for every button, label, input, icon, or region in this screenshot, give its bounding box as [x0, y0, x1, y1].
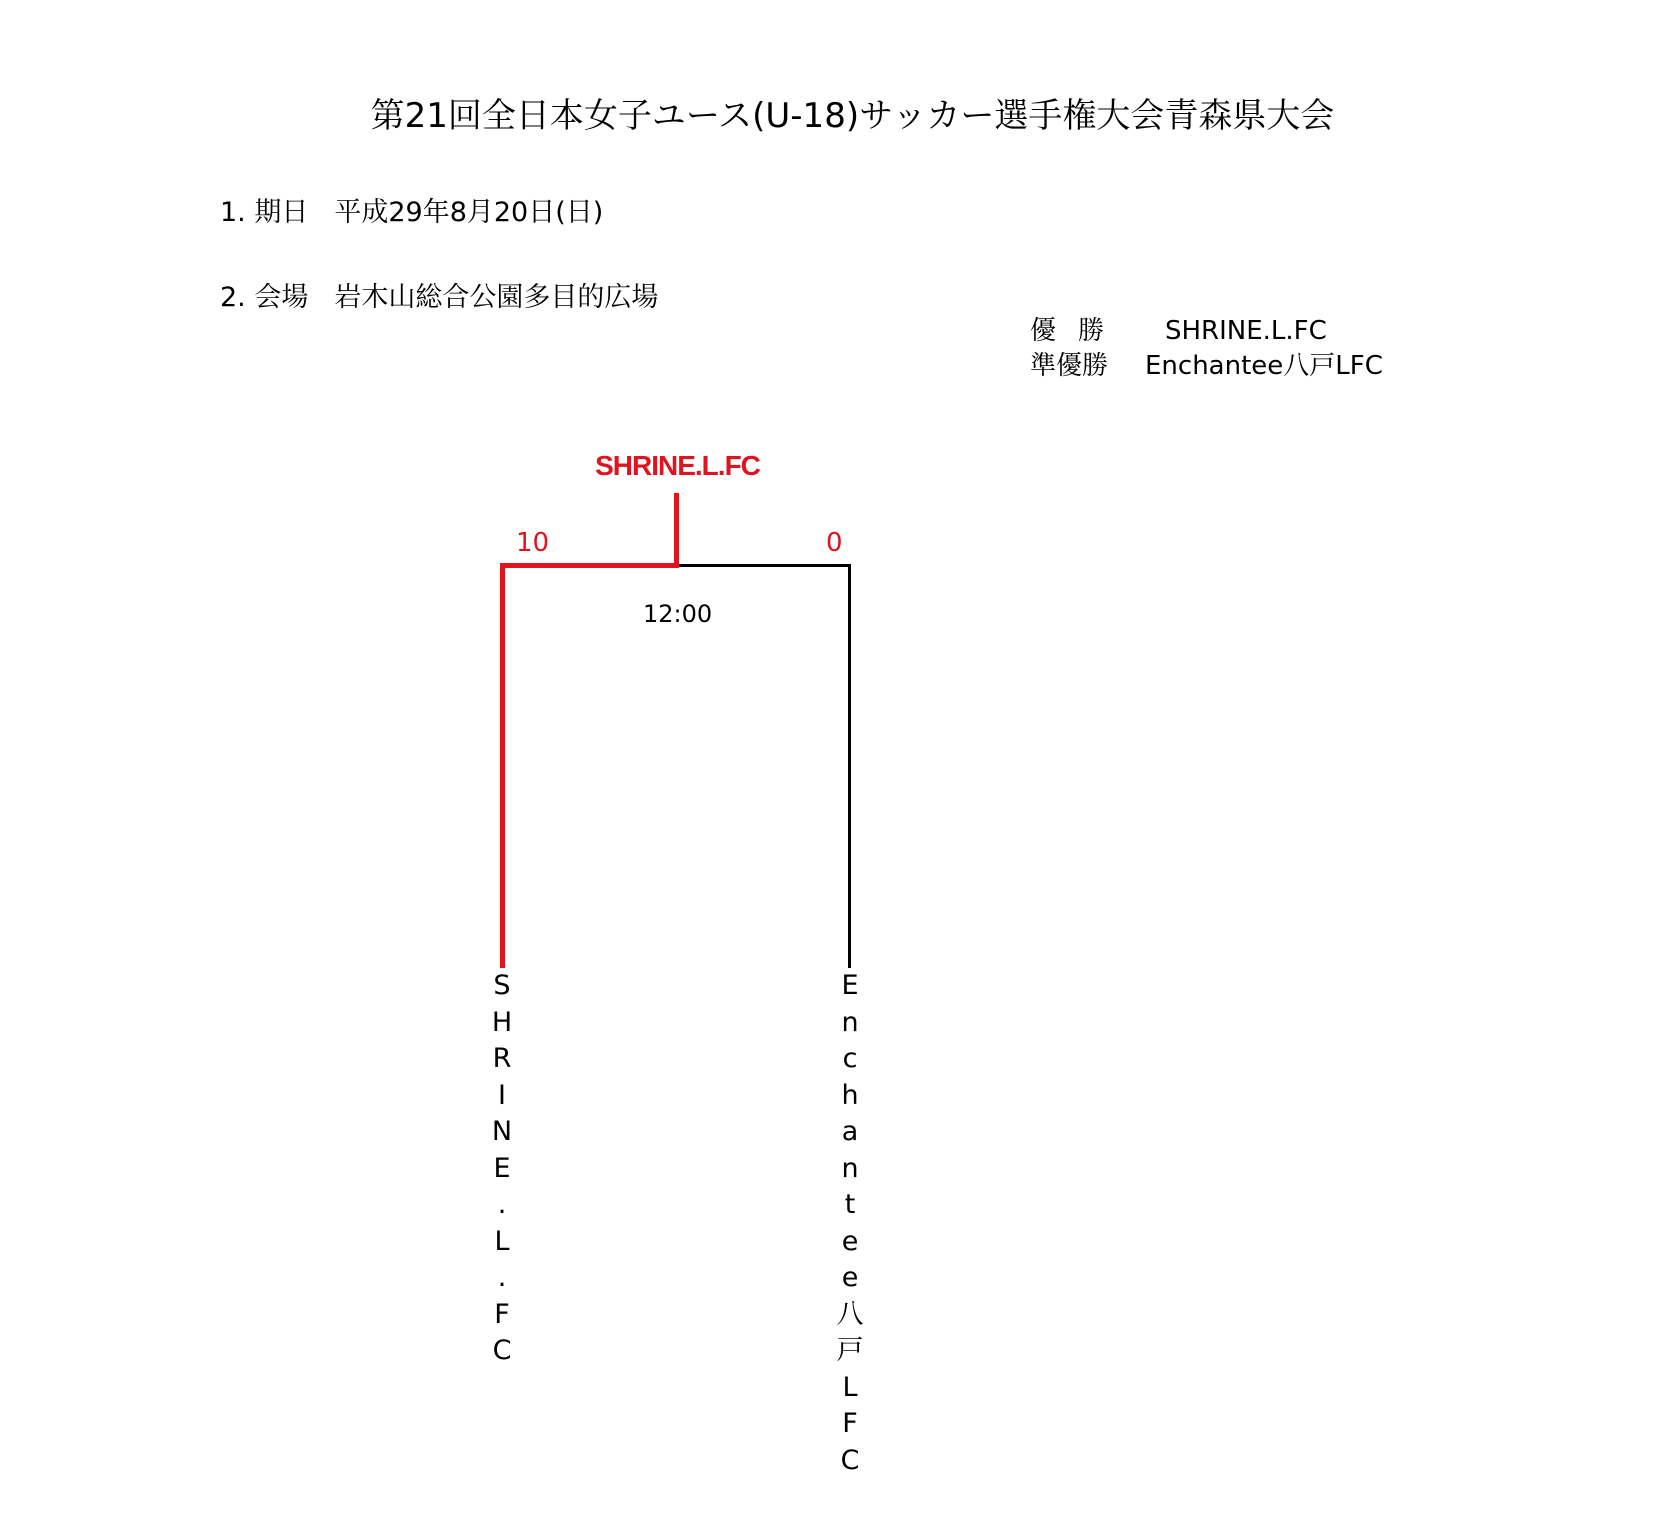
left-score: 10: [516, 528, 550, 558]
right-team-char: c: [842, 1043, 858, 1074]
left-team-char: H: [491, 1006, 513, 1038]
champion-value: SHRINE.L.FC: [1165, 316, 1327, 346]
left-team-char: S: [493, 970, 511, 1001]
right-team-char: h: [841, 1079, 859, 1111]
left-team-char: E: [493, 1152, 511, 1184]
left-team-char: N: [491, 1116, 513, 1147]
left-team-char: R: [492, 1043, 512, 1074]
venue-value: 岩木山総合公園多目的広場: [334, 282, 659, 313]
right-team-char: e: [841, 1262, 859, 1293]
winner-stem-line: [674, 493, 679, 568]
right-team-char: 戸: [836, 1335, 864, 1366]
champion-row: [1030, 310, 1327, 347]
date-label: 1. 期日: [220, 197, 309, 228]
info-date: [220, 190, 603, 229]
right-team-char: E: [841, 970, 859, 1001]
right-team-char: 八: [836, 1298, 864, 1330]
right-team-char: n: [841, 1152, 859, 1184]
runner-up-value: Enchantee八戸LFC: [1145, 351, 1383, 381]
left-team-char: I: [498, 1079, 506, 1111]
left-team-char: C: [492, 1335, 512, 1366]
right-team-char: a: [841, 1116, 859, 1147]
right-team-char: L: [842, 1371, 858, 1403]
right-team-char: n: [841, 1006, 859, 1038]
left-team-char: F: [494, 1298, 510, 1330]
right-team-char: C: [840, 1444, 860, 1476]
champion-label: 優勝: [1030, 316, 1127, 346]
date-value: 平成29年8月20日(日): [334, 197, 604, 228]
left-team-char: .: [497, 1189, 507, 1220]
venue-label: 2. 会場: [220, 282, 309, 313]
match-time: 12:00: [643, 600, 713, 628]
left-team-name: [482, 968, 522, 1370]
left-team-char: .: [497, 1262, 507, 1293]
right-team-char: e: [841, 1225, 859, 1257]
info-venue: [220, 275, 658, 314]
right-horizontal-line: [679, 564, 851, 567]
left-horizontal-line: [500, 563, 679, 568]
right-team-char: t: [844, 1189, 856, 1220]
right-score: 0: [826, 528, 843, 558]
bracket-winner: SHRINE.L.FC: [595, 450, 760, 481]
left-team-char: L: [494, 1225, 510, 1257]
runner-up-row: [1030, 345, 1383, 382]
runner-up-label: 準優勝: [1030, 351, 1109, 381]
right-team-char: F: [842, 1408, 858, 1439]
page-title: 第21回全日本女子ユース(U-18)サッカー選手権大会青森県大会: [370, 96, 1335, 136]
left-vertical-line: [500, 563, 505, 968]
right-team-name: [830, 968, 870, 1479]
right-vertical-line: [848, 564, 851, 968]
